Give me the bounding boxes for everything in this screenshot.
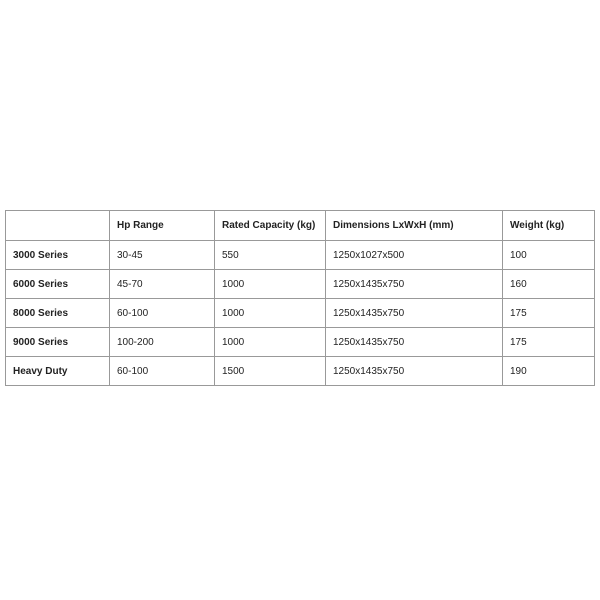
header-weight: Weight (kg) <box>503 211 595 241</box>
row-label: 8000 Series <box>6 299 110 328</box>
rated-capacity-cell: 1000 <box>215 270 326 299</box>
row-label: Heavy Duty <box>6 357 110 386</box>
hp-range-cell: 45-70 <box>110 270 215 299</box>
dimensions-cell: 1250x1435x750 <box>326 328 503 357</box>
hp-range-cell: 60-100 <box>110 357 215 386</box>
row-label: 9000 Series <box>6 328 110 357</box>
dimensions-cell: 1250x1435x750 <box>326 270 503 299</box>
rated-capacity-cell: 1500 <box>215 357 326 386</box>
hp-range-cell: 60-100 <box>110 299 215 328</box>
dimensions-cell: 1250x1027x500 <box>326 241 503 270</box>
header-row <box>6 211 595 241</box>
hp-range-cell: 100-200 <box>110 328 215 357</box>
table-row <box>6 299 595 328</box>
weight-cell: 100 <box>503 241 595 270</box>
header-hp-range: Hp Range <box>110 211 215 241</box>
row-label: 6000 Series <box>6 270 110 299</box>
hp-range-cell: 30-45 <box>110 241 215 270</box>
table-row <box>6 270 595 299</box>
weight-cell: 175 <box>503 328 595 357</box>
table-row <box>6 357 595 386</box>
table-row <box>6 241 595 270</box>
weight-cell: 175 <box>503 299 595 328</box>
specifications-table <box>5 210 595 386</box>
dimensions-cell: 1250x1435x750 <box>326 299 503 328</box>
table-row <box>6 328 595 357</box>
rated-capacity-cell: 550 <box>215 241 326 270</box>
row-label: 3000 Series <box>6 241 110 270</box>
weight-cell: 160 <box>503 270 595 299</box>
table-header <box>6 211 595 241</box>
weight-cell: 190 <box>503 357 595 386</box>
header-cell-empty <box>6 211 110 241</box>
rated-capacity-cell: 1000 <box>215 328 326 357</box>
header-rated-capacity: Rated Capacity (kg) <box>215 211 326 241</box>
rated-capacity-cell: 1000 <box>215 299 326 328</box>
header-dimensions: Dimensions LxWxH (mm) <box>326 211 503 241</box>
table-body <box>6 241 595 386</box>
dimensions-cell: 1250x1435x750 <box>326 357 503 386</box>
